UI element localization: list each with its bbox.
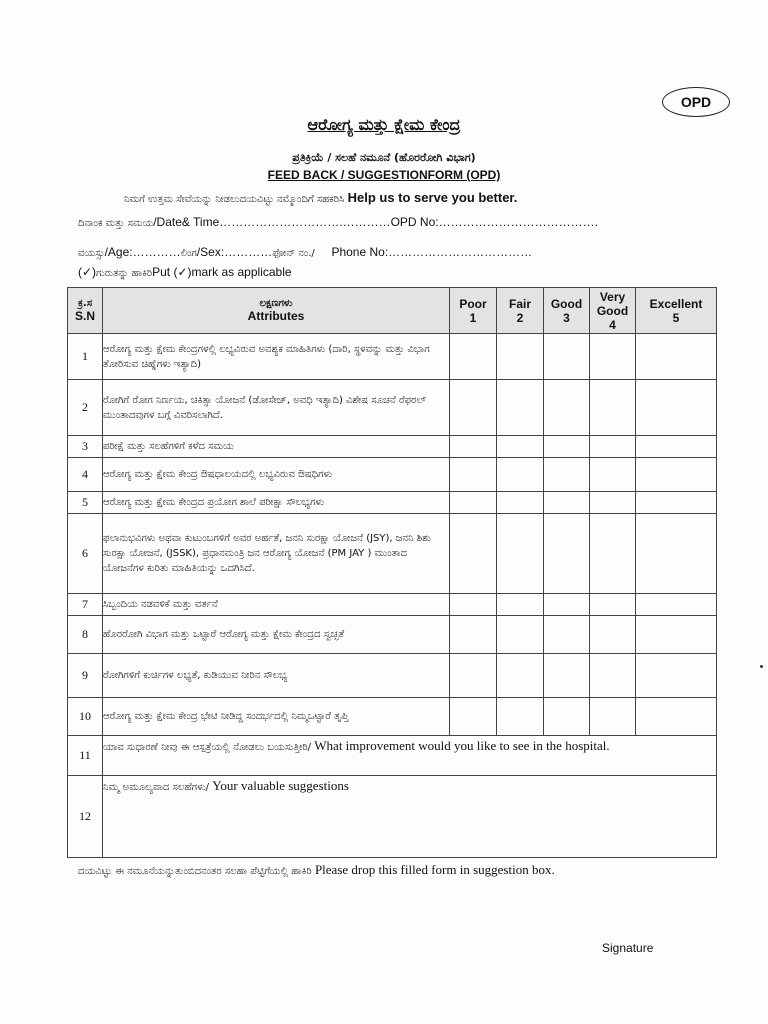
improvement-question-english: What improvement would you like to see in the hospital.	[311, 738, 610, 753]
rating-cell[interactable]	[636, 698, 717, 736]
rating-cell[interactable]	[497, 616, 544, 654]
attribute-text: ಸಿಬ್ಬಂದಿಯ ನಡವಳಿಕೆ ಮತ್ತು ವರ್ತನೆ	[103, 594, 450, 616]
rating-cell[interactable]	[450, 594, 497, 616]
rating-cell[interactable]	[544, 458, 590, 492]
attributes-header-english: Attributes	[247, 309, 305, 323]
row-number: 7	[68, 594, 103, 616]
suggestions-label-english: Your valuable suggestions	[209, 778, 349, 793]
table-row	[68, 458, 717, 492]
rating-number: 1	[469, 310, 477, 325]
row-number: 2	[68, 380, 103, 436]
rating-cell[interactable]	[636, 594, 717, 616]
scan-speck	[760, 665, 763, 668]
suggestions-row	[68, 776, 717, 858]
attribute-text: ಆರೋಗ್ಯ ಮತ್ತು ಕ್ಷೇಮ ಕೇಂದ್ರ ಔಷಧಾಲಯದಲ್ಲಿ ಲಭ್ಯವಿರುವ ಔಷಧಿಗಳು	[103, 458, 450, 492]
rating-header-poor	[450, 288, 497, 334]
improvement-question-kannada: ಯಾವ ಸುಧಾರಣೆ ನೀವು ಈ ಆಸ್ಪತ್ರೆಯಲ್ಲಿ ನೋಡಲು ಬಯಸುತ್ತೀರಿ/	[103, 742, 312, 753]
rating-cell[interactable]	[497, 594, 544, 616]
sn-header-english: S.N	[74, 309, 95, 323]
age-field[interactable]: /Age:…………	[104, 245, 181, 259]
rating-cell[interactable]	[590, 458, 636, 492]
date-time-label-kannada: ದಿನಾಂಕ ಮತ್ತು ಸಮಯ	[78, 218, 154, 229]
rating-number: 4	[609, 317, 616, 332]
attribute-text: ಪರೀಕ್ಷೆ ಮತ್ತು ಸಲಹೆಗಳಿಗೆ ಕಳೆದ ಸಮಯ	[103, 436, 450, 458]
rating-cell[interactable]	[636, 492, 717, 514]
row-number: 8	[68, 616, 103, 654]
mark-instruction-english: Put (✓)mark as applicable	[152, 265, 292, 279]
form-subtitle-english: FEED BACK / SUGGESTIONFORM (OPD)	[267, 168, 501, 182]
rating-cell[interactable]	[450, 334, 497, 380]
improvement-row	[68, 736, 717, 776]
rating-cell[interactable]	[450, 380, 497, 436]
row-number: 4	[68, 458, 103, 492]
rating-cell[interactable]	[544, 436, 590, 458]
attribute-text: ಆರೋಗ್ಯ ಮತ್ತು ಕ್ಷೇಮ ಕೇಂದ್ರದ ಪ್ರಯೋಗ ಶಾಲೆ ಪರೀಕ್ಷಾ ಸೌಲಭ್ಯಗಳು	[103, 492, 450, 514]
drop-box-instruction-kannada: ದಯವಿಟ್ಟು ಈ ನಮೂನೆಯನ್ನುತುಂಬಿದನಂತರ ಸಲಹಾ ಪೆಟ್ಟಿಗೆಯಲ್ಲಿ ಹಾಕಿರಿ	[78, 866, 312, 877]
rating-cell[interactable]	[590, 334, 636, 380]
rating-cell[interactable]	[497, 334, 544, 380]
rating-cell[interactable]	[497, 514, 544, 594]
rating-cell[interactable]	[497, 492, 544, 514]
table-body	[68, 334, 717, 858]
rating-cell[interactable]	[544, 514, 590, 594]
rating-cell[interactable]	[590, 698, 636, 736]
attribute-text: ಆರೋಗ್ಯ ಮತ್ತು ಕ್ಷೇಮ ಕೇಂದ್ರ ಭೇಟಿ ನೀಡಿದ್ದ ಸಂದರ್ಭದಲ್ಲಿ ನಿಮ್ಮಒಟ್ಟಾರೆ ತೃಪ್ತಿ	[103, 698, 450, 736]
drop-box-instruction-english: Please drop this filled form in suggestion box.	[311, 862, 555, 877]
rating-cell[interactable]	[544, 594, 590, 616]
opd-badge: OPD	[662, 87, 730, 117]
row-number: 11	[68, 736, 103, 776]
rating-cell[interactable]	[590, 514, 636, 594]
table-row	[68, 380, 717, 436]
date-time-field[interactable]	[78, 215, 598, 229]
attribute-text: ಆರೋಗ್ಯ ಮತ್ತು ಕ್ಷೇಮ ಕೇಂದ್ರಗಳಲ್ಲಿ ಲಭ್ಯವಿರುವ ಅವಶ್ಯಕ ಮಾಹಿತಿಗಳು (ದಾರಿ, ಸ್ಥಳವನ್ನು ಮತ್ತು ವಿಭಾಗ ತೋರಿಸುವ ಚಿಹ್ನೆಗಳು ಇತ್ಯಾದಿ)	[103, 334, 450, 380]
intro-line	[124, 190, 517, 205]
phone-field[interactable]: Phone No:………………………………	[331, 245, 533, 259]
rating-cell[interactable]	[497, 436, 544, 458]
attributes-header	[103, 288, 450, 334]
rating-header-excellent	[636, 288, 717, 334]
rating-cell[interactable]	[497, 698, 544, 736]
row-number: 1	[68, 334, 103, 380]
attribute-text: ರೋಗಿಗೆ ರೋಗ ನಿರ್ಣಯ, ಚಿಕಿತ್ಸಾ ಯೋಜನೆ (ಡೋಸೇಜ್, ಅವಧಿ ಇತ್ಯಾದಿ) ವಿಶೇಷ ಸೂಚನೆ ರೆಫರಲ್ ಮುಂತಾದವುಗಳ ಬಗ್ಗೆ ವಿವರಿಸಲಾಗಿದೆ.	[103, 380, 450, 436]
table-row	[68, 698, 717, 736]
date-time-label: /Date& Time………………………….…………	[153, 215, 391, 229]
checkmark-icon: (✓)	[78, 265, 97, 279]
attribute-text: ಫಲಾನುಭವಿಗಳು ಅಥವಾ ಕುಟುಂಬಗಳಿಗೆ ಅವರ ಅರ್ಹತೆ, ಜನನಿ ಸುರಕ್ಷಾ ಯೋಜನೆ (JSY), ಜನನಿ ಶಿಶು ಸುರಕ್ಷಾ ಯೋಜನೆ, (JSSK), ಪ್ರಧಾನಮಂತ್ರಿ ಜನ ಆರೋಗ್ಯ ಯೋಜನೆ (PM JAY ) ಮುಂತಾದ ಯೋಜನೆಗಳ ಕುರಿತು ಮಾಹಿತಿಯನ್ನು ಒದಗಿಸಿದೆ.	[103, 514, 450, 594]
rating-cell[interactable]	[450, 616, 497, 654]
attributes-header-kannada: ಲಕ್ಷಣಗಳು	[259, 298, 293, 309]
intro-kannada: ನಿಮಗೆ ಉತ್ತಮ ಸೇವೆಯನ್ನು ನೀಡಲುದಯವಿಟ್ಟು ನಮ್ಮೊಂದಿಗೆ ಸಹಕರಿಸಿ	[124, 194, 345, 205]
attribute-text: ಹೊರರೋಗಿ ವಿಭಾಗ ಮತ್ತು ಒಟ್ಟಾರೆ ಆರೋಗ್ಯ ಮತ್ತು ಕ್ಷೇಮ ಕೇಂದ್ರದ ಸ್ವಚ್ಛತೆ	[103, 616, 450, 654]
rating-cell[interactable]	[450, 514, 497, 594]
mark-instruction	[78, 265, 292, 279]
feedback-table	[67, 287, 717, 858]
age-label-kannada: ವಯಸ್ಸು	[78, 248, 105, 259]
table-row	[68, 436, 717, 458]
rating-cell[interactable]	[590, 594, 636, 616]
rating-cell[interactable]	[636, 380, 717, 436]
rating-cell[interactable]	[497, 458, 544, 492]
sex-label-kannada: ಲಿಂಗ	[180, 248, 197, 259]
sn-header-kannada: ಕ್ರ.ಸ	[77, 298, 93, 309]
table-row	[68, 594, 717, 616]
rating-cell[interactable]	[636, 654, 717, 698]
rating-cell[interactable]	[450, 654, 497, 698]
table-row	[68, 616, 717, 654]
rating-cell[interactable]	[450, 458, 497, 492]
form-subtitle-kannada: ಪ್ರತಿಕ್ರಿಯೆ / ಸಲಹೆ ನಮೂನೆ (ಹೊರರೋಗಿ ವಿಭಾಗ)	[292, 151, 476, 164]
improvement-field[interactable]	[103, 736, 717, 776]
row-number: 6	[68, 514, 103, 594]
rating-cell[interactable]	[590, 492, 636, 514]
table-row	[68, 492, 717, 514]
age-sex-phone-line	[78, 245, 532, 259]
rating-label: Good	[550, 296, 583, 311]
sex-field[interactable]: /Sex:…………	[196, 245, 273, 259]
intro-english: Help us to serve you better.	[347, 190, 518, 205]
rating-number: 2	[516, 310, 524, 325]
table-row	[68, 514, 717, 594]
rating-cell[interactable]	[590, 436, 636, 458]
rating-label: Poor	[459, 296, 487, 311]
suggestions-label-kannada: ನಿಮ್ಮ ಅಮೂಲ್ಯವಾದ ಸಲಹೆಗಳು/	[103, 782, 210, 793]
rating-cell[interactable]	[544, 492, 590, 514]
phone-label-kannada: ಫೋನ್ ನಂ./	[272, 248, 315, 259]
rating-cell[interactable]	[450, 698, 497, 736]
opd-no-field[interactable]: OPD No:………………………………….	[390, 215, 598, 229]
row-number: 9	[68, 654, 103, 698]
table-row	[68, 654, 717, 698]
rating-cell[interactable]	[636, 514, 717, 594]
rating-cell[interactable]	[544, 334, 590, 380]
rating-header-very-good	[590, 288, 636, 334]
form-title: ಆರೋಗ್ಯ ಮತ್ತು ಕ್ಷೇಮ ಕೇಂದ್ರ	[307, 115, 461, 134]
rating-cell[interactable]	[497, 380, 544, 436]
rating-label: Excellent	[649, 296, 703, 311]
rating-cell[interactable]	[544, 616, 590, 654]
rating-cell[interactable]	[450, 436, 497, 458]
rating-number: 5	[672, 310, 680, 325]
rating-cell[interactable]	[590, 654, 636, 698]
mark-instruction-kannada: ಗುರುತನ್ನು ಹಾಕಿರಿ	[96, 268, 153, 279]
rating-cell[interactable]	[544, 654, 590, 698]
rating-cell[interactable]	[450, 492, 497, 514]
rating-cell[interactable]	[544, 380, 590, 436]
row-number: 10	[68, 698, 103, 736]
rating-header-good	[544, 288, 590, 334]
rating-label: Very Good	[596, 289, 629, 318]
table-row	[68, 334, 717, 380]
rating-cell[interactable]	[544, 698, 590, 736]
rating-number: 3	[563, 310, 570, 325]
row-number: 3	[68, 436, 103, 458]
signature-label: Signature	[602, 941, 654, 955]
rating-cell[interactable]	[636, 436, 717, 458]
drop-box-instruction	[78, 860, 718, 880]
rating-header-fair	[497, 288, 544, 334]
row-number: 5	[68, 492, 103, 514]
table-header-row	[68, 288, 717, 334]
suggestions-field[interactable]	[103, 776, 717, 858]
rating-cell[interactable]	[590, 616, 636, 654]
rating-cell[interactable]	[497, 654, 544, 698]
rating-cell[interactable]	[636, 334, 717, 380]
rating-cell[interactable]	[636, 616, 717, 654]
rating-label: Fair	[508, 296, 531, 311]
rating-cell[interactable]	[590, 380, 636, 436]
rating-cell[interactable]	[636, 458, 717, 492]
sn-header	[68, 288, 103, 334]
attribute-text: ರೋಗಿಗಳಿಗೆ ಕುರ್ಚಿಗಳ ಲಭ್ಯತೆ, ಕುಡಿಯುವ ನೀರಿನ ಸೌಲಭ್ಯ	[103, 654, 450, 698]
row-number: 12	[68, 776, 103, 858]
